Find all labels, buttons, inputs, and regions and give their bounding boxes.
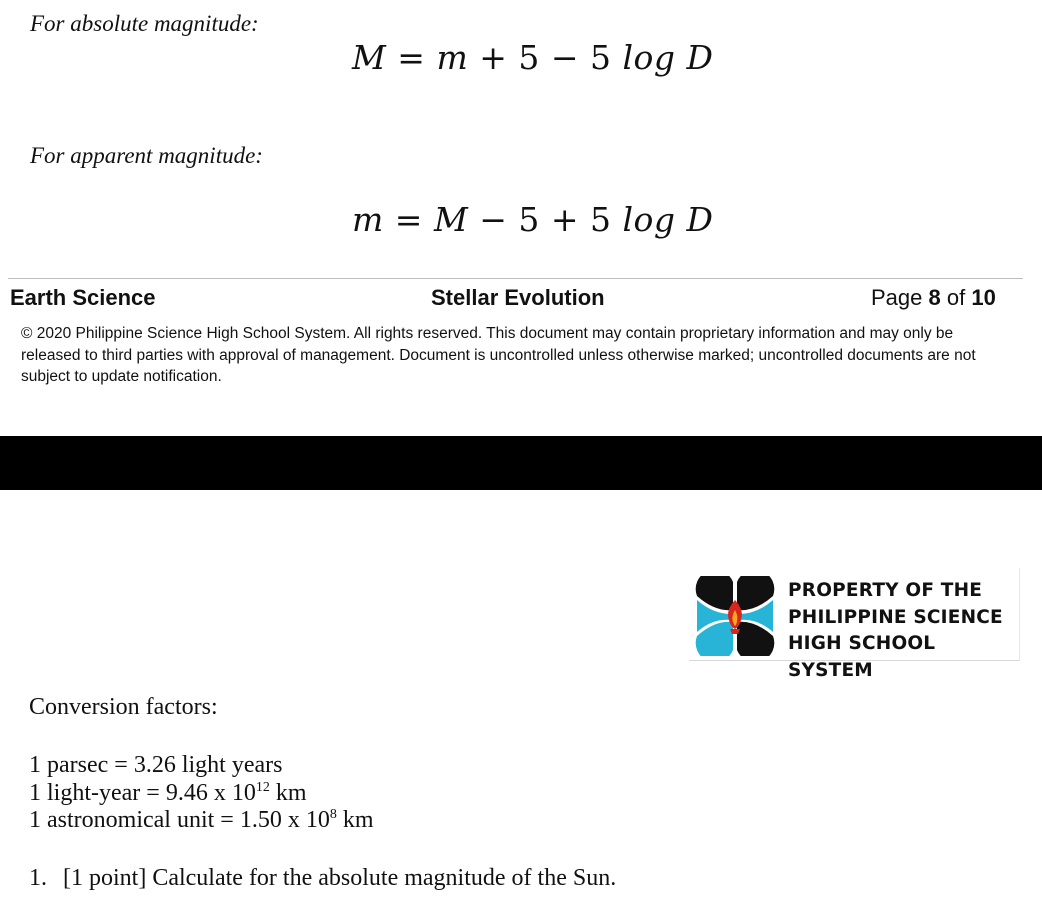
formula-var-M: M [433,200,469,239]
footer-title: Stellar Evolution [431,285,605,310]
page-prefix: Page [871,285,929,310]
apparent-magnitude-label: For apparent magnitude: [30,143,263,168]
conversion-list [29,752,374,835]
question-1 [29,865,616,892]
footer-subject: Earth Science [10,285,156,310]
question-1-number: 1. [29,865,47,891]
absolute-magnitude-label: For absolute magnitude: [30,11,259,36]
conversion-parsec: 1 parsec = 3.26 light years [29,752,283,778]
formula-var-M: M [352,38,387,77]
au-value: 1 astronomical unit = 1.50 x 10 [29,807,330,833]
au-exponent: 8 [329,807,337,822]
formula-var-m: m [436,38,469,77]
page-of: of [940,285,972,310]
pshs-property-logo [689,568,1020,681]
logo-line-1: PROPERTY OF THE [788,580,983,601]
footer-page-number [871,285,996,311]
light-year-value: 1 light-year = 9.46 x 10 [29,779,256,806]
apparent-magnitude-formula [352,200,713,239]
page-total: 10 [971,285,996,310]
light-year-exponent: 12 [255,779,270,795]
light-year-unit: km [269,779,307,806]
logo-line-3: HIGH SCHOOL SYSTEM [788,633,936,681]
conversion-heading: Conversion factors: [29,694,218,720]
page-current: 8 [928,285,941,310]
au-unit: km [336,807,374,833]
conversion-astronomical-unit [29,807,374,835]
logo-caption [788,578,1019,684]
formula-terms: − 5 + 5 [468,200,623,239]
footer-divider [8,278,1023,279]
pshs-emblem-icon [695,576,775,656]
formula-equals: = [386,38,437,77]
formula-terms: + 5 − 5 [468,38,623,77]
formula-log-term: log D [622,200,714,239]
formula-var-m: m [352,200,384,239]
conversion-light-year [29,780,374,808]
formula-equals: = [383,200,434,239]
question-1-text: [1 point] Calculate for the absolute magnitude of the Sun. [63,865,617,891]
copyright-notice: © 2020 Philippine Science High School System. All rights reserved. This document may contain proprietary information and may only be released to third parties with approval of management. Document is uncontrolled unless otherwise marked; uncontrolled documents are not subject to update notification. [21,325,976,385]
logo-line-2: PHILIPPINE SCIENCE [788,606,1003,628]
formula-log-term: log D [622,38,714,77]
page-separator [0,436,1042,490]
absolute-magnitude-formula [352,38,713,77]
